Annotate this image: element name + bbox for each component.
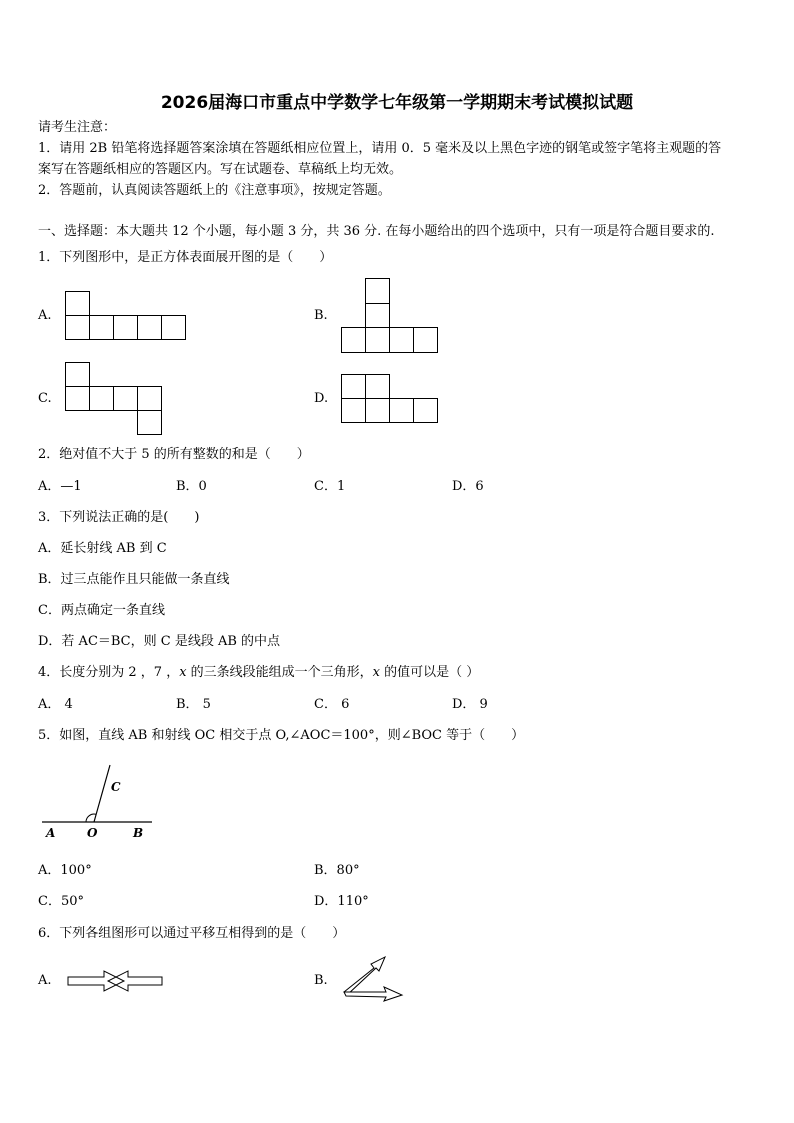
- q4-option-d: D． 9: [452, 697, 488, 712]
- page-title: 2026届海口市重点中学数学七年级第一学期期末考试模拟试题: [160, 93, 634, 113]
- q3-option-a: A．延长射线 AB 到 C: [38, 541, 167, 556]
- q5-option-b: B．80°: [314, 863, 360, 878]
- q5-option-a: A．100°: [38, 863, 92, 878]
- q4-option-b: B． 5: [176, 697, 211, 712]
- q1-figure-d: [341, 374, 439, 424]
- q1-figure-a: [65, 291, 187, 341]
- q1-figure-c: [65, 362, 163, 436]
- section-heading: 一、选择题：本大题共 12 个小题，每小题 3 分，共 36 分. 在每小题给出的四个选项中，只有一项是符合题目要求的.: [38, 224, 715, 239]
- q3-option-d: D．若 AC＝BC，则 C 是线段 AB 的中点: [38, 634, 281, 649]
- q3-option-b: B．过三点能作且只能做一条直线: [38, 572, 230, 587]
- q2-option-b: B．0: [176, 479, 207, 494]
- notice-item-1-line-2: 案写在答题纸相应的答题区内。写在试题卷、草稿纸上均无效。: [38, 162, 403, 177]
- notice-item-1-line-1: 1．请用 2B 铅笔将选择题答案涂填在答题纸相应位置上，请用 0．5 毫米及以上黑色字迹的钢笔或签字笔将主观题的答: [38, 141, 722, 156]
- q2-option-d: D．6: [452, 479, 484, 494]
- q5-label-o: O: [87, 826, 98, 840]
- question-2-stem: 2．绝对值不大于 5 的所有整数的和是（ ）: [38, 447, 310, 462]
- question-4-stem: 4．长度分别为 2 ，7 ，𝑥 的三条线段能组成一个三角形，𝑥 的值可以是（ ）: [38, 665, 480, 680]
- q5-angle-figure: [40, 762, 160, 842]
- q5-option-d: D．110°: [314, 894, 369, 909]
- question-3-stem: 3．下列说法正确的是( ): [38, 510, 200, 525]
- q2-option-a: A．—1: [38, 479, 82, 494]
- q5-label-a: A: [46, 826, 56, 840]
- q5-option-c: C．50°: [38, 894, 84, 909]
- q6-figure-a-arrows: [66, 968, 166, 994]
- q4-option-c: C． 6: [314, 697, 350, 712]
- question-6-stem: 6．下列各组图形可以通过平移互相得到的是（ ）: [38, 926, 346, 941]
- q2-option-c: C．1: [314, 479, 346, 494]
- notice-heading: 请考生注意：: [38, 120, 117, 135]
- q3-option-c: C．两点确定一条直线: [38, 603, 165, 618]
- q1-figure-b: [341, 278, 439, 354]
- question-1-stem: 1．下列图形中，是正方体表面展开图的是（ ）: [38, 250, 333, 265]
- q1-option-b-label: B.: [314, 308, 328, 323]
- q6-option-b-label: B.: [314, 973, 328, 988]
- q1-option-c-label: C.: [38, 391, 52, 406]
- notice-item-2: 2．答题前，认真阅读答题纸上的《注意事项》，按规定答题。: [38, 183, 391, 198]
- q6-option-a-label: A.: [38, 973, 52, 988]
- q5-label-c: C: [111, 780, 121, 794]
- q1-option-a-label: A.: [38, 308, 52, 323]
- q6-figure-b-arrows: [342, 954, 406, 1004]
- q4-option-a: A． 4: [38, 697, 73, 712]
- question-5-stem: 5．如图，直线 AB 和射线 OC 相交于点 O,∠AOC＝100°，则∠BOC 等于（ ）: [38, 728, 525, 743]
- q1-option-d-label: D.: [314, 391, 329, 406]
- q5-label-b: B: [133, 826, 144, 840]
